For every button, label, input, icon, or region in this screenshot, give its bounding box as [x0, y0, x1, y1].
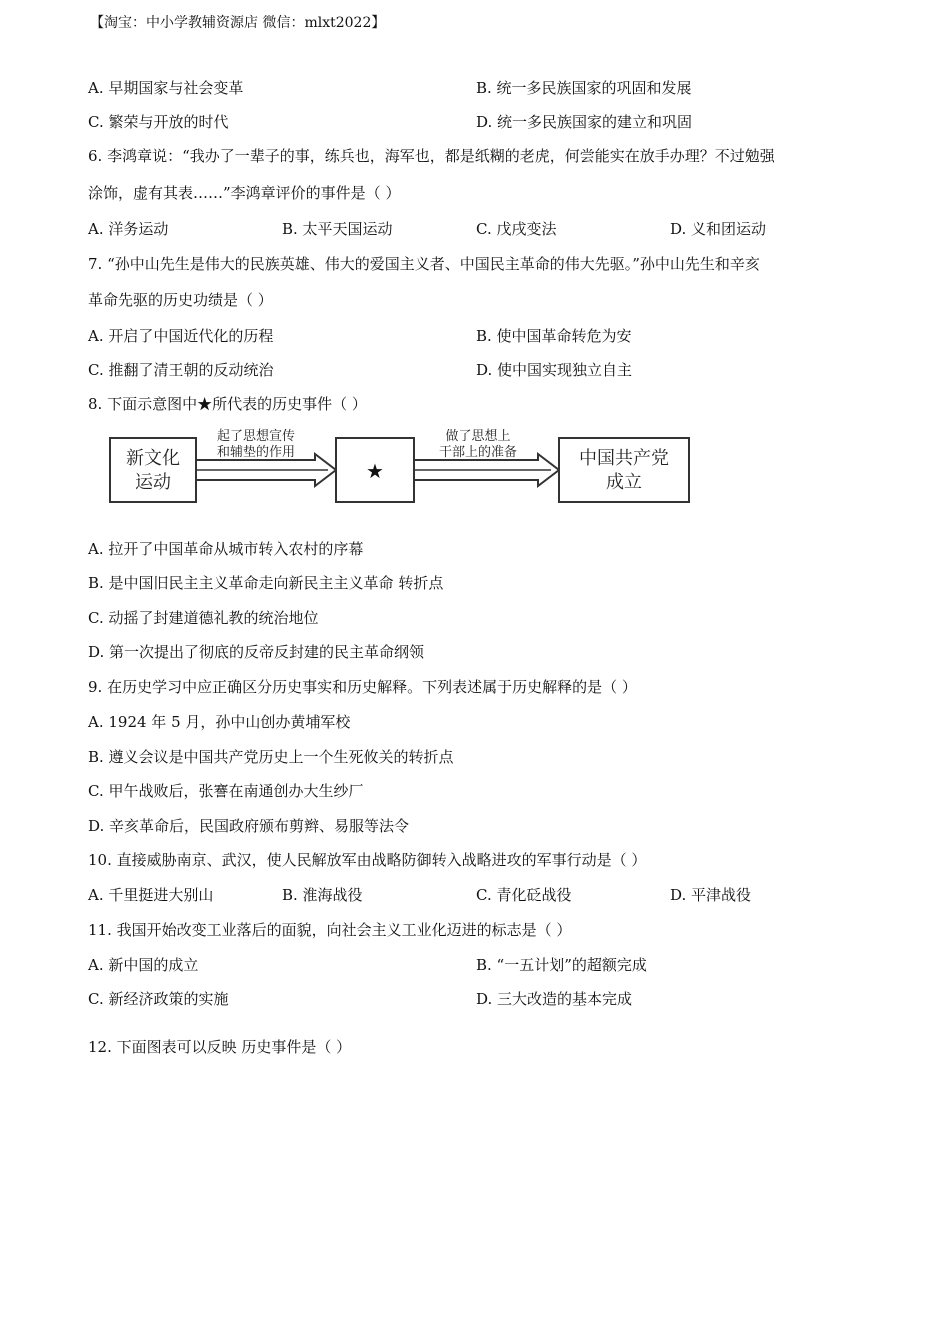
- diagram-arrow2-label-line2: 干部上的准备: [438, 445, 518, 460]
- q10-option-d[interactable]: D. 平津战役: [670, 886, 752, 904]
- diagram-box1-line1: 新文化: [126, 448, 180, 469]
- q8-stem: 8. 下面示意图中★所代表的历史事件（ ）: [88, 395, 367, 413]
- q8-flow-diagram: [108, 424, 693, 506]
- q12-stem: 12. 下面图表可以反映 历史事件是（ ）: [88, 1038, 352, 1056]
- q9-option-b[interactable]: B. 遵义会议是中国共产党历史上一个生死攸关的转折点: [88, 748, 454, 766]
- q8-option-c[interactable]: C. 动摇了封建道德礼教的统治地位: [88, 609, 319, 627]
- star-icon: ★: [366, 459, 384, 483]
- q9-stem: 9. 在历史学习中应正确区分历史事实和历史解释。下列表述属于历史解释的是（ ）: [88, 678, 637, 696]
- q11-stem: 11. 我国开始改变工业落后的面貌，向社会主义工业化迈进的标志是（ ）: [88, 921, 572, 939]
- diagram-arrow1-label-line1: 起了思想宣传: [216, 429, 296, 444]
- q5-option-b[interactable]: B. 统一多民族国家的巩固和发展: [476, 79, 692, 97]
- page-header: 【淘宝：中小学教辅资源店 微信：mlxt2022】: [90, 15, 386, 31]
- q9-option-a[interactable]: A. 1924 年 5 月，孙中山创办黄埔军校: [88, 713, 351, 731]
- q11-option-b[interactable]: B. “一五计划”的超额完成: [476, 956, 647, 974]
- q10-option-c[interactable]: C. 青化砭战役: [476, 886, 572, 904]
- q5-option-a[interactable]: A. 早期国家与社会变革: [88, 79, 244, 97]
- q10-option-b[interactable]: B. 淮海战役: [282, 886, 363, 904]
- q7-option-a[interactable]: A. 开启了中国近代化的历程: [88, 327, 274, 345]
- q6-option-c[interactable]: C. 戊戌变法: [476, 220, 557, 238]
- q7-option-b[interactable]: B. 使中国革命转危为安: [476, 327, 632, 345]
- q7-option-d[interactable]: D. 使中国实现独立自主: [476, 361, 633, 379]
- q8-option-d[interactable]: D. 第一次提出了彻底的反帝反封建的民主革命纲领: [88, 643, 425, 661]
- q11-option-c[interactable]: C. 新经济政策的实施: [88, 990, 229, 1008]
- q11-option-a[interactable]: A. 新中国的成立: [88, 956, 199, 974]
- q7-stem-line1: 7. “孙中山先生是伟大的民族英雄、伟大的爱国主义者、中国民主革命的伟大先驱。”孙中山先生和辛亥: [88, 255, 760, 273]
- q8-option-b[interactable]: B. 是中国旧民主主义革命走向新民主主义革命 转折点: [88, 574, 444, 592]
- q5-option-d[interactable]: D. 统一多民族国家的建立和巩固: [476, 113, 693, 131]
- diagram-box3-line1: 中国共产党: [579, 448, 669, 469]
- q6-stem-line1: 6. 李鸿章说：“我办了一辈子的事，练兵也，海军也，都是纸糊的老虎，何尝能实在放手办理？不过勉强: [88, 147, 775, 165]
- q6-option-d[interactable]: D. 义和团运动: [670, 220, 767, 238]
- q10-stem: 10. 直接威胁南京、武汉，使人民解放军由战略防御转入战略进攻的军事行动是（ ）: [88, 851, 647, 869]
- diagram-arrow2-label-line1: 做了思想上: [445, 429, 511, 444]
- q5-option-c[interactable]: C. 繁荣与开放的时代: [88, 113, 229, 131]
- q11-option-d[interactable]: D. 三大改造的基本完成: [476, 990, 633, 1008]
- q6-option-a[interactable]: A. 洋务运动: [88, 220, 169, 238]
- q8-option-a[interactable]: A. 拉开了中国革命从城市转入农村的序幕: [88, 540, 364, 558]
- q9-option-d[interactable]: D. 辛亥革命后，民国政府颁布剪辫、易服等法令: [88, 817, 410, 835]
- diagram-arrow1-label-line2: 和辅垫的作用: [216, 445, 296, 460]
- q7-stem-line2: 革命先驱的历史功绩是（ ）: [88, 291, 273, 309]
- q9-option-c[interactable]: C. 甲午战败后，张謇在南通创办大生纱厂: [88, 782, 364, 800]
- diagram-box3-line2: 成立: [606, 472, 642, 493]
- q7-option-c[interactable]: C. 推翻了清王朝的反动统治: [88, 361, 274, 379]
- q10-option-a[interactable]: A. 千里挺进大别山: [88, 886, 214, 904]
- q6-stem-line2: 涂饰，虚有其表……”李鸿章评价的事件是（ ）: [88, 184, 401, 202]
- q6-option-b[interactable]: B. 太平天国运动: [282, 220, 393, 238]
- diagram-box1-line2: 运动: [135, 472, 171, 493]
